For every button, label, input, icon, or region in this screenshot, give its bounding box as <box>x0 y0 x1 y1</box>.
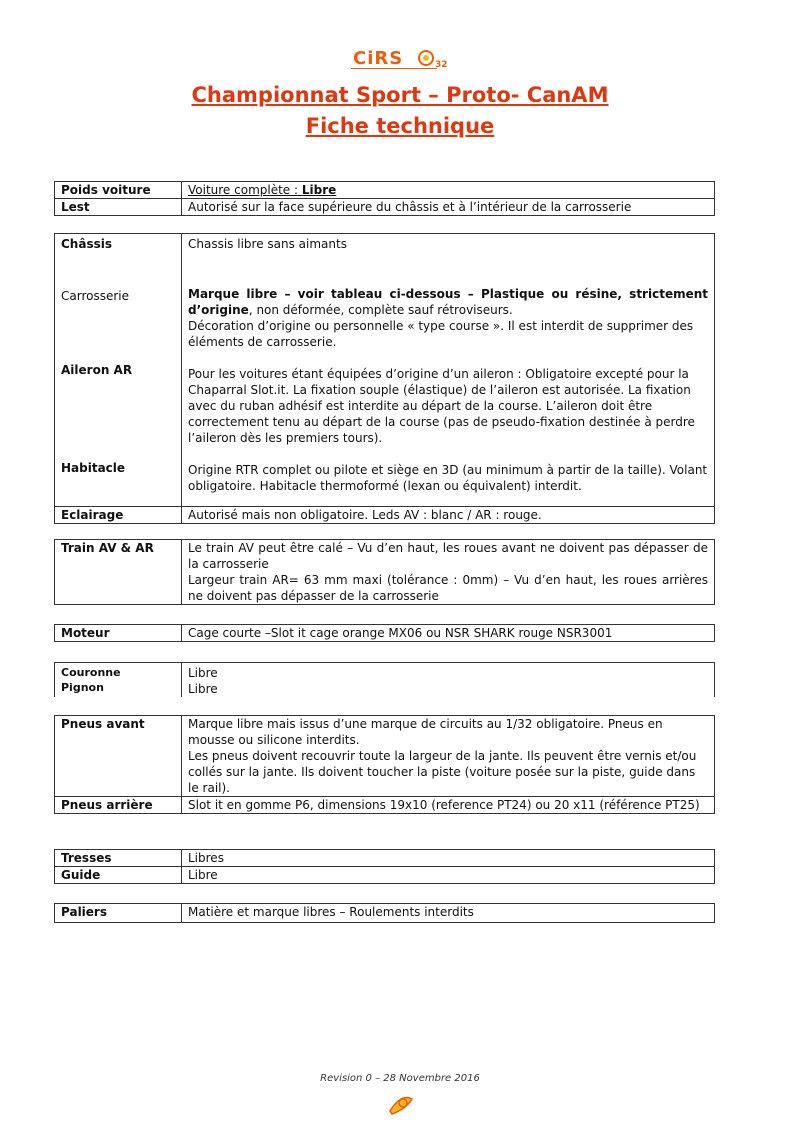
logo-sub: 32 <box>435 60 448 70</box>
row-guide <box>55 867 715 884</box>
row-transmission <box>55 663 715 698</box>
label-guide: Guide <box>55 867 182 884</box>
value-pneus-arriere: Slot it en gomme P6, dimensions 19x10 (reference PT24) ou 20 x11 (référence PT25) <box>182 797 715 814</box>
table-moteur <box>54 624 715 642</box>
row-paliers <box>55 904 715 923</box>
label-chassis: Châssis <box>61 237 112 251</box>
table-train <box>54 539 715 605</box>
value-tresses: Libres <box>182 850 715 867</box>
table-paliers <box>54 903 715 923</box>
value-train-line2: Largeur train AR= 63 mm maxi (tolérance : 0mm) – Vu d’en haut, les roues arrières ne doivent pas dépasser de la carrosserie <box>188 573 708 603</box>
value-carrosserie <box>188 286 708 318</box>
value-pneus-avant <box>182 716 715 797</box>
row-pneus-avant <box>55 716 715 797</box>
row-pneus-arriere <box>55 797 715 814</box>
value-pneus-avant-line1: Marque libre mais issus d’une marque de circuits au 1/32 obligatoire. Pneus en mousse ou silicone interdits. <box>188 717 663 747</box>
label-paliers: Paliers <box>55 904 182 923</box>
value-poids <box>182 182 715 199</box>
label-habitacle: Habitacle <box>61 461 126 475</box>
label-carrosserie: Carrosserie <box>61 289 130 303</box>
label-moteur: Moteur <box>55 625 182 642</box>
label-eclairage: Eclairage <box>55 507 182 524</box>
row-moteur <box>55 625 715 642</box>
row-poids <box>55 182 715 199</box>
value-poids-prefix: Voiture complète : <box>188 183 302 197</box>
labels-chassis-block <box>55 234 182 507</box>
value-couronne: Libre <box>188 666 218 680</box>
value-moteur: Cage courte –Slot it cage orange MX06 ou NSR SHARK rouge NSR3001 <box>182 625 715 642</box>
value-eclairage: Autorisé mais non obligatoire. Leds AV : blanc / AR : rouge. <box>182 507 715 524</box>
label-aileron: Aileron AR <box>61 363 133 377</box>
value-lest: Autorisé sur la face supérieure du châssis et à l’intérieur de la carrosserie <box>182 199 715 216</box>
row-chassis-block <box>55 234 715 507</box>
value-paliers: Matière et marque libres – Roulements interdits <box>182 904 715 923</box>
value-aileron: Pour les voitures étant équipées d’origine d’un aileron : Obligatoire excepté pour la Chaparral Slot.it. La fixation souple (élastique) de l’aileron est autorisée. La fixation avec du ruban adhésif est interdite au départ de la course. L’aileron doit être correctement tenu au départ de la course (pas de pseudo-fixation destinée à perdre l’aileron dès les premiers tours). <box>188 367 695 445</box>
table-pneus <box>54 715 715 814</box>
value-habitacle: Origine RTR complet ou pilote et siège en 3D (au minimum à partir de la taille). Volant obligatoire. Habitacle thermoformé (lexan ou équivalent) interdit. <box>188 463 708 493</box>
label-train: Train AV & AR <box>55 540 182 605</box>
value-carrosserie-line2: Décoration d’origine ou personnelle « type course ». Il est interdit de supprimer des éléments de carrosserie. <box>188 319 694 349</box>
page-subtitle: Fiche technique <box>305 114 495 138</box>
row-train <box>55 540 715 605</box>
value-pignon: Libre <box>188 682 218 696</box>
label-pignon: Pignon <box>61 681 104 694</box>
value-train-line1: Le train AV peut être calé – Vu d’en haut, les roues avant ne doivent pas dépasser de la carrosserie <box>188 541 708 571</box>
table-transmission <box>54 662 715 697</box>
value-carrosserie-bold: Marque libre – voir tableau ci-dessous – Plastique ou résine, strictement d’origine <box>188 287 708 317</box>
label-poids: Poids voiture <box>55 182 182 199</box>
labels-transmission <box>55 663 182 698</box>
label-couronne: Couronne <box>61 666 121 679</box>
table-chassis <box>54 233 715 524</box>
row-lest <box>55 199 715 216</box>
values-chassis-block <box>182 234 715 507</box>
cirs-logo <box>345 46 455 76</box>
value-train <box>182 540 715 605</box>
label-pneus-avant: Pneus avant <box>55 716 182 797</box>
values-transmission <box>182 663 715 698</box>
label-pneus-arriere: Pneus arrière <box>55 797 182 814</box>
logo-underline <box>351 68 437 69</box>
footer-revision: Revision 0 – 28 Novembre 2016 <box>320 1073 480 1084</box>
logo-swirl-icon <box>415 48 437 68</box>
table-tresses-guide <box>54 849 715 884</box>
table-poids-lest <box>54 181 715 216</box>
label-lest: Lest <box>55 199 182 216</box>
cirs-emblem-icon <box>386 1091 416 1117</box>
value-carrosserie-rest: , non déformée, complète sauf rétroviseurs. <box>248 303 513 317</box>
logo-text: CiRS <box>353 48 404 69</box>
row-eclairage <box>55 507 715 524</box>
label-tresses: Tresses <box>55 850 182 867</box>
value-guide: Libre <box>182 867 715 884</box>
page-title: Championnat Sport – Proto- CanAM <box>191 83 609 107</box>
row-tresses <box>55 850 715 867</box>
value-chassis: Chassis libre sans aimants <box>188 237 347 251</box>
value-pneus-avant-line2: Les pneus doivent recouvrir toute la largeur de la jante. Ils peuvent être vernis et/ou collés sur la jante. Ils doivent toucher la piste (voiture posée sur la piste, guide dans le rail). <box>188 749 697 795</box>
value-poids-bold: Libre <box>301 183 337 197</box>
